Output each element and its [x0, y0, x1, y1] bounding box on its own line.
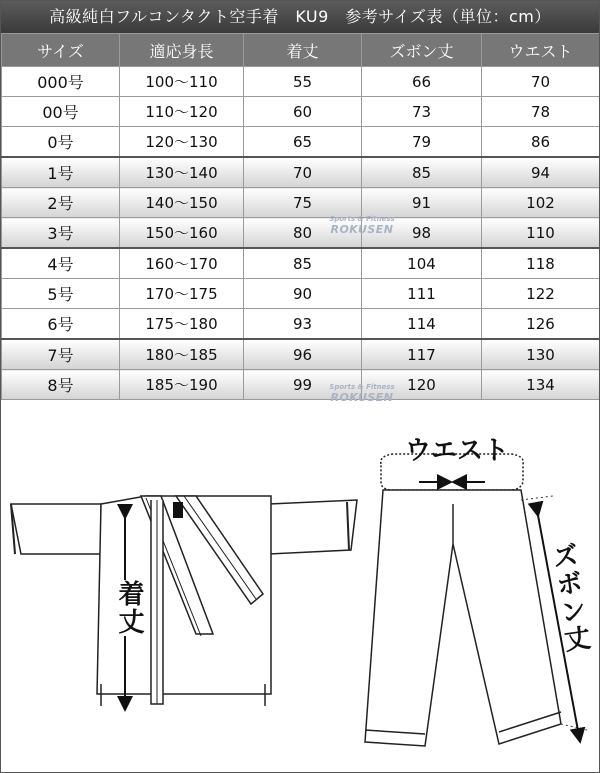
jacket-length-cell: 80 [244, 218, 362, 249]
size-cell: 0号 [2, 127, 120, 158]
waist-cell: 134 [482, 370, 600, 400]
size-cell: 7号 [2, 339, 120, 370]
garment-illustration [1, 424, 599, 772]
pants-length-cell: 98 [362, 218, 482, 249]
jacket-length-cell: 93 [244, 309, 362, 340]
watermark-brand: ROKUSEN [330, 223, 394, 236]
waist-cell: 130 [482, 339, 600, 370]
height-cell: 180～185 [120, 339, 244, 370]
jacket-length-cell: 55 [244, 67, 362, 97]
pants-length-cell: 73 [362, 97, 482, 127]
waist-cell: 126 [482, 309, 600, 340]
pants-length-cell: 91 [362, 188, 482, 218]
waist-cell: 86 [482, 127, 600, 158]
page-title: 高級純白フルコンタクト空手着 KU9 参考サイズ表（単位：cm） [1, 1, 599, 33]
size-cell: 1号 [2, 157, 120, 188]
header-pants-length: ズボン丈 [362, 34, 482, 67]
watermark-tagline: Sports & Fitness [329, 215, 395, 223]
jacket-length-cell: 70 [244, 157, 362, 188]
jacket-length-cell: 99 [244, 370, 362, 400]
table-row [2, 279, 600, 309]
waist-cell: 122 [482, 279, 600, 309]
size-cell: 8号 [2, 370, 120, 400]
height-cell: 160～170 [120, 248, 244, 279]
waist-cell: 70 [482, 67, 600, 97]
watermark-brand: ROKUSEN [330, 391, 394, 404]
size-cell: 3号 [2, 218, 120, 249]
table-row [2, 309, 600, 340]
size-cell: 000号 [2, 67, 120, 97]
waist-cell: 110 [482, 218, 600, 249]
jacket-length-cell: 65 [244, 127, 362, 158]
header-waist: ウエスト [482, 34, 600, 67]
table-row [2, 248, 600, 279]
table-row [2, 188, 600, 218]
jacket-length-cell: 85 [244, 248, 362, 279]
size-table [1, 33, 600, 400]
size-cell: 4号 [2, 248, 120, 279]
pants-length-label: ズボン丈 [546, 540, 592, 656]
height-cell: 120～130 [120, 127, 244, 158]
waist-cell: 118 [482, 248, 600, 279]
garment-diagram [1, 424, 599, 772]
waist-label: ウエスト [405, 436, 510, 466]
jacket-drawing [11, 496, 357, 706]
table-row [2, 218, 600, 249]
height-cell: 140～150 [120, 188, 244, 218]
waist-cell: 102 [482, 188, 600, 218]
table-row [2, 97, 600, 127]
waist-cell: 94 [482, 157, 600, 188]
jacket-length-cell: 60 [244, 97, 362, 127]
size-cell: 6号 [2, 309, 120, 340]
height-cell: 185～190 [120, 370, 244, 400]
header-jacket-length: 着丈 [244, 34, 362, 67]
table-row [2, 127, 600, 158]
table-header-row [2, 34, 600, 67]
header-height: 適応身長 [120, 34, 244, 67]
pants-length-cell: 104 [362, 248, 482, 279]
table-row [2, 370, 600, 400]
jacket-length-label: 着丈 [111, 580, 148, 636]
pants-length-cell: 79 [362, 127, 482, 158]
pants-length-cell: 117 [362, 339, 482, 370]
pants-length-cell: 120 [362, 370, 482, 400]
table-row [2, 67, 600, 97]
watermark-tagline: Sports & Fitness [329, 383, 395, 391]
size-cell: 5号 [2, 279, 120, 309]
pants-length-cell: 114 [362, 309, 482, 340]
pants-drawing [365, 454, 561, 746]
height-cell: 130～140 [120, 157, 244, 188]
table-row [2, 157, 600, 188]
height-cell: 110～120 [120, 97, 244, 127]
jacket-length-cell: 90 [244, 279, 362, 309]
height-cell: 175～180 [120, 309, 244, 340]
waist-cell: 78 [482, 97, 600, 127]
size-cell: 2号 [2, 188, 120, 218]
height-cell: 170～175 [120, 279, 244, 309]
pants-length-cell: 66 [362, 67, 482, 97]
height-cell: 100～110 [120, 67, 244, 97]
height-cell: 150～160 [120, 218, 244, 249]
pants-length-cell: 85 [362, 157, 482, 188]
size-cell: 00号 [2, 97, 120, 127]
jacket-length-cell: 96 [244, 339, 362, 370]
pants-length-cell: 111 [362, 279, 482, 309]
table-row [2, 339, 600, 370]
header-size: サイズ [2, 34, 120, 67]
jacket-tag [173, 502, 183, 518]
jacket-length-cell: 75 [244, 188, 362, 218]
